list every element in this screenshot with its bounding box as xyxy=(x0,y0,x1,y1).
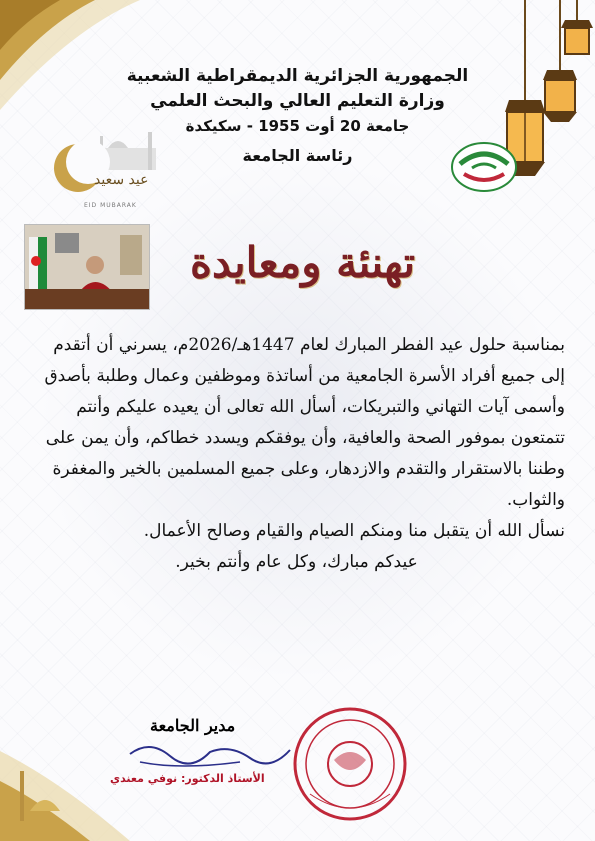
person-at-desk-icon xyxy=(25,225,149,309)
university-logo xyxy=(450,140,518,194)
eid-mubarak-logo xyxy=(38,128,168,208)
official-stamp xyxy=(290,704,410,824)
ministry-name: وزارة التعليم العالي والبحث العلمي xyxy=(150,91,445,111)
office-name: رئاسة الجامعة xyxy=(242,146,353,165)
greeting-title: تهنئة ومعايدة xyxy=(189,238,416,287)
letter-body xyxy=(28,330,565,578)
closing-line: عيدكم مبارك، وكل عام وأنتم بخير. xyxy=(175,552,418,572)
signatory-name: الأستاذ الدكتور: نوفي معندي xyxy=(110,772,265,785)
svg-text:عيد سعيد: عيد سعيد xyxy=(94,172,149,188)
eid-logo-caption: EID MUBARAK xyxy=(84,202,137,209)
crescent-mosque-icon xyxy=(38,128,168,208)
handwritten-signature xyxy=(120,734,310,774)
country-name: الجمهورية الجزائرية الديمقراطية الشعبية xyxy=(126,66,469,86)
body-paragraph: بمناسبة حلول عيد الفطر المبارك لعام 1447هـ/2026م، يسرني أن أتقدم إلى جميع أفراد الأسرة الجامعية من أساتذة وموظفين وعمال وطلبة بأصدق وأسمى آيات التهاني والتبريكات، أسأل الله تعالى أن يعيده عليكم وأنتم تتمتعون بموفور الصحة والعافية، وأن يوفقكم ويسدد خطاكم، وأن يمن على وطننا بالاستقرار والتقدم والازدهار، وعلى جميع المسلمين بالخير والمغفرة والثواب. xyxy=(44,335,565,510)
rector-photo xyxy=(24,224,150,310)
university-name: جامعة 20 أوت 1955 - سكيكدة xyxy=(185,117,410,135)
body-prayer: نسأل الله أن يتقبل منا ومنكم الصيام والقيام وصالح الأعمال. xyxy=(143,521,565,541)
signature-title: مدير الجامعة xyxy=(150,716,236,735)
bottom-left-ornament xyxy=(0,711,130,841)
signature-block xyxy=(110,714,310,794)
